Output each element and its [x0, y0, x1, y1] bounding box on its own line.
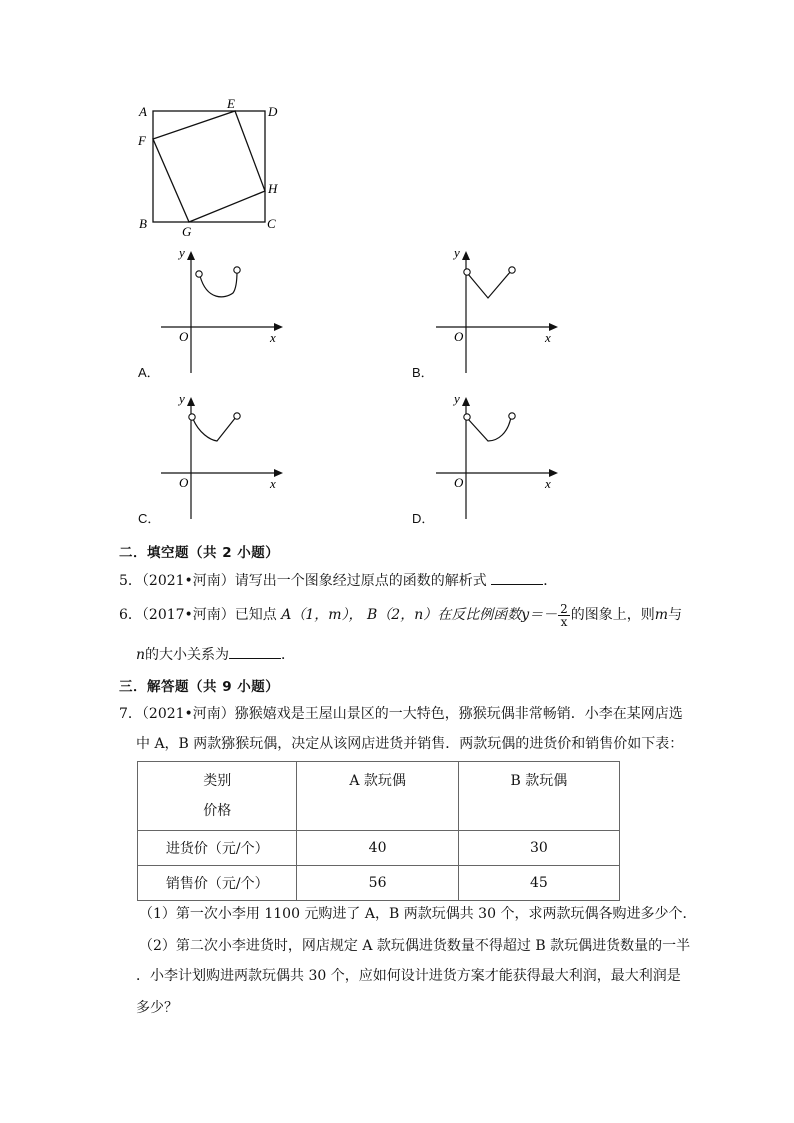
origin-label: O	[179, 475, 189, 490]
curve	[468, 271, 511, 298]
q7-sub-1: （1）第一次小李用 1100 元购进了 A，B 两款玩偶共 30 个，求两款玩偶各购进多少个．	[139, 906, 697, 922]
q6-m: m	[654, 607, 669, 623]
q6-with: 与	[668, 607, 683, 623]
q7-line-1: 7．（2021•河南）猕猴嬉戏是王屋山景区的一大特色，猕猴玩偶非常畅销．小李在某网店选	[119, 706, 683, 722]
label-E: E	[227, 96, 235, 111]
open-endpoint	[464, 414, 470, 420]
graph-option-d[interactable]	[430, 389, 570, 521]
y-label: y	[179, 391, 185, 406]
x-label: x	[545, 476, 551, 491]
open-endpoint	[196, 271, 202, 277]
q7-line-2: 中 A，B 两款猕猴玩偶，决定从该网店进货并销售．两款玩偶的进货价和销售价如下表：	[136, 736, 684, 752]
label-G: G	[182, 224, 192, 239]
q7-sub-2-line-2: ．小李计划购进两款玩偶共 30 个，应如何设计进货方案才能获得最大利润，最大利润是	[136, 968, 681, 984]
open-endpoint	[509, 413, 515, 419]
table-row	[138, 831, 620, 866]
x-label: x	[270, 330, 276, 345]
question-6	[119, 600, 682, 630]
q7-sub-2-line-3: 多少？	[136, 1000, 178, 1016]
q6-part2: 的图象上，则	[570, 607, 655, 623]
graph-option-b[interactable]	[430, 243, 570, 375]
y-axis-arrow	[187, 251, 195, 260]
question-5	[119, 570, 557, 591]
header-col-b: B 款玩偶	[458, 762, 619, 831]
square-figure	[130, 95, 300, 240]
x-label: x	[270, 476, 276, 491]
q7-sub-2-line-1: （2）第二次小李进货时，网店规定 A 款玩偶进货数量不得超过 B 款玩偶进货数量的一半	[139, 938, 691, 954]
q6-part1: 6．（2017•河南）已知点	[119, 607, 277, 623]
header-price: 价格	[203, 803, 232, 819]
outer-square	[153, 111, 265, 222]
graph-option-a[interactable]	[155, 243, 295, 375]
option-d-label[interactable]: D．	[412, 511, 435, 526]
header-col-a: A 款玩偶	[297, 762, 458, 831]
origin-label: O	[454, 475, 464, 490]
row-label: 进货价（元/个）	[138, 831, 297, 866]
y-label: y	[179, 245, 185, 260]
question-6-line-2	[136, 644, 295, 665]
q6-end: ．	[281, 647, 296, 663]
q5-text: 5．（2021•河南）请写出一个图象经过原点的函数的解析式	[119, 573, 487, 589]
open-endpoint	[189, 414, 195, 420]
q5-end: ．	[543, 573, 558, 589]
open-endpoint	[234, 267, 240, 273]
q6-frac-numerator: 2	[560, 601, 568, 616]
open-endpoint	[234, 413, 240, 419]
q6-function: y＝－	[521, 607, 558, 623]
section-3-heading: 三．解答题（共 9 小题）	[119, 679, 280, 695]
label-H: H	[268, 181, 278, 196]
label-C: C	[267, 216, 276, 231]
q6-n: n	[136, 647, 146, 663]
q6-fraction	[558, 603, 570, 628]
table-header-row	[138, 762, 620, 831]
q5-answer-blank[interactable]	[491, 570, 543, 585]
curve	[193, 417, 236, 441]
row-label: 销售价（元/个）	[138, 866, 297, 901]
y-axis-arrow	[462, 397, 470, 406]
header-category: 类别	[203, 773, 232, 789]
inner-square	[153, 111, 265, 222]
origin-label: O	[454, 329, 464, 344]
y-axis-arrow	[462, 251, 470, 260]
label-A: A	[139, 104, 147, 119]
option-b-label[interactable]: B．	[412, 365, 434, 380]
table-header-corner	[138, 762, 297, 831]
y-axis-arrow	[187, 397, 195, 406]
table-row	[138, 866, 620, 901]
curve	[468, 417, 511, 441]
graph-option-c[interactable]	[155, 389, 295, 521]
section-2-heading: 二．填空题（共 2 小题）	[119, 545, 280, 561]
open-endpoint	[464, 269, 470, 275]
price-table	[137, 761, 620, 901]
row-value-a: 40	[297, 831, 458, 866]
curve	[200, 271, 237, 297]
y-label: y	[454, 391, 460, 406]
q6-point-b: B（2，n）在反比例函数	[367, 607, 522, 623]
q6-point-a: A（1，m），	[281, 607, 363, 623]
x-label: x	[545, 330, 551, 345]
y-label: y	[454, 245, 460, 260]
q6-answer-blank[interactable]	[229, 644, 281, 659]
label-B: B	[139, 216, 147, 231]
row-value-b: 30	[458, 831, 619, 866]
label-F: F	[138, 133, 146, 148]
row-value-a: 56	[297, 866, 458, 901]
q6-frac-denominator: x	[560, 614, 568, 629]
q6-line2-text: 的大小关系为	[145, 647, 230, 663]
row-value-b: 45	[458, 866, 619, 901]
option-a-label[interactable]: A．	[138, 365, 160, 380]
origin-label: O	[179, 329, 189, 344]
label-D: D	[268, 104, 278, 119]
open-endpoint	[509, 267, 515, 273]
option-c-label[interactable]: C．	[138, 511, 161, 526]
